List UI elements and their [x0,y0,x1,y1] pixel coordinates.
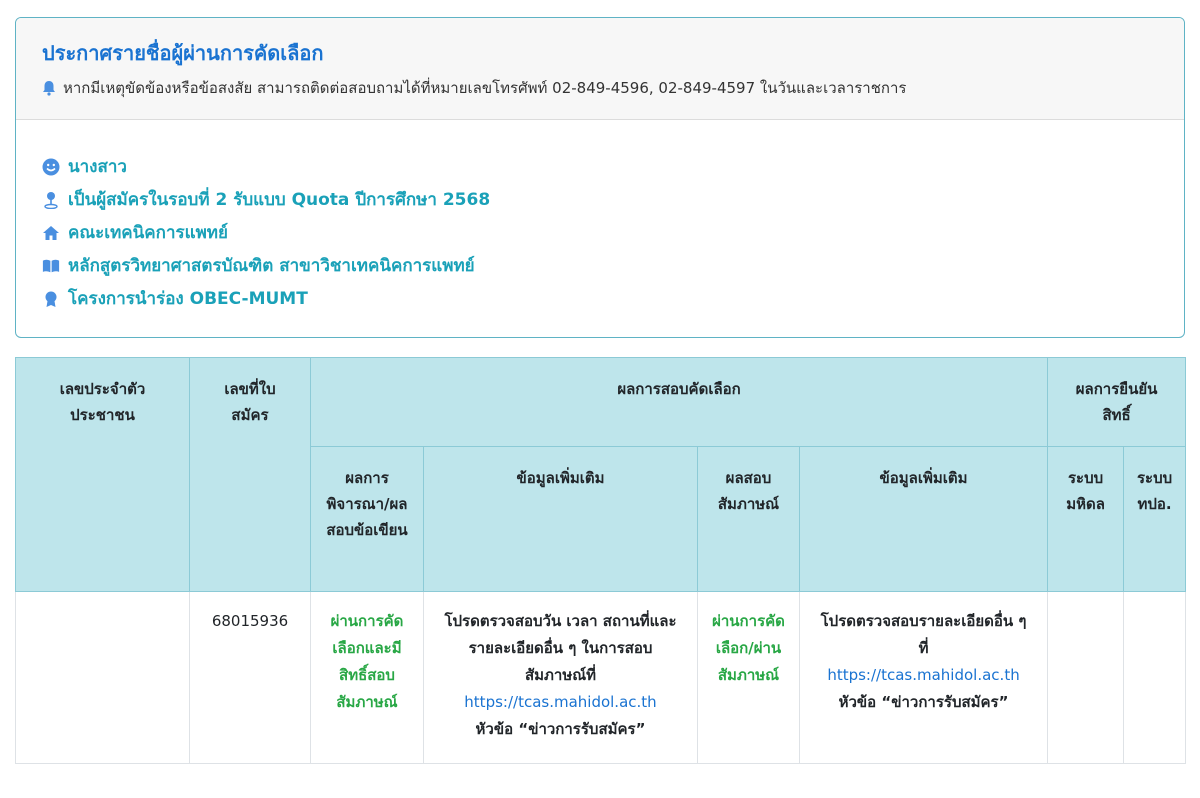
header-confirmation: ผลการยืนยันสิทธิ์ [1048,358,1186,447]
applicant-info [16,120,1184,315]
book-icon [42,257,60,275]
round-info: เป็นผู้สมัครในรอบที่ 2 รับแบบ Quota ปีการศึกษา 2568 [68,190,491,210]
cell-consideration [311,592,424,764]
applicant-name-row [42,150,1158,183]
interview-result: ผ่านการคัดเลือก/ผ่านสัมภาษณ์ [712,612,785,684]
header-mahidol-system: ระบบมหิดล [1048,447,1124,592]
program-name: หลักสูตรวิทยาศาสตรบัณฑิต สาขาวิชาเทคนิคการแพทย์ [68,256,475,276]
cell-mahidol-system [1048,592,1124,764]
smile-icon [42,158,60,176]
home-icon [42,224,60,242]
cell-interview [698,592,800,764]
info-1-topic: หัวข้อ “ข่าวการรับสมัคร” [475,720,646,738]
cell-more-info-1 [424,592,698,764]
info-2-topic: หัวข้อ “ข่าวการรับสมัคร” [838,693,1009,711]
faculty-name: คณะเทคนิคการแพทย์ [68,223,228,243]
contact-notice [42,78,1158,98]
cell-application-no [190,592,311,764]
info-1-link[interactable]: https://tcas.mahidol.ac.th [464,693,657,711]
header-consideration: ผลการพิจารณา/ผลสอบข้อเขียน [311,447,424,592]
header-more-info-2: ข้อมูลเพิ่มเติม [800,447,1048,592]
header-more-info-1: ข้อมูลเพิ่มเติม [424,447,698,592]
program-row [42,249,1158,282]
award-icon [42,290,60,308]
cell-citizen-id [16,592,190,764]
table-row [16,592,1186,764]
project-name: โครงการนำร่อง OBEC-MUMT [68,289,308,309]
faculty-row [42,216,1158,249]
header-application-no: เลขที่ใบสมัคร [190,358,311,592]
cell-tcas-system [1124,592,1186,764]
info-1-text: โปรดตรวจสอบวัน เวลา สถานที่และรายละเอียดอื่น ๆ ในการสอบสัมภาษณ์ที่ [444,612,677,684]
application-no: 68015936 [211,612,289,630]
round-row [42,183,1158,216]
consideration-result: ผ่านการคัดเลือกและมีสิทธิ์สอบสัมภาษณ์ [330,612,404,711]
header-selection-result: ผลการสอบคัดเลือก [311,358,1048,447]
pin-icon [42,191,60,209]
notice-text: หากมีเหตุขัดข้องหรือข้อสงสัย สามารถติดต่อสอบถามได้ที่หมายเลขโทรศัพท์ 02-849-4596, 02-849-4597 ในวันและเวลาราชการ [63,79,907,97]
bell-icon [42,80,56,96]
results-table [15,357,1186,764]
header-interview: ผลสอบสัมภาษณ์ [698,447,800,592]
header-tcas-system: ระบบทปอ. [1124,447,1186,592]
header-citizen-id: เลขประจำตัวประชาชน [16,358,190,592]
page-title: ประกาศรายชื่อผู้ผ่านการคัดเลือก [42,41,324,65]
announcement-card [15,17,1185,338]
info-2-link[interactable]: https://tcas.mahidol.ac.th [827,666,1020,684]
project-row [42,282,1158,315]
info-2-text: โปรดตรวจสอบรายละเอียดอื่น ๆ ที่ [820,612,1027,657]
card-header [16,18,1184,120]
cell-more-info-2 [800,592,1048,764]
applicant-name: นางสาว [68,157,127,177]
